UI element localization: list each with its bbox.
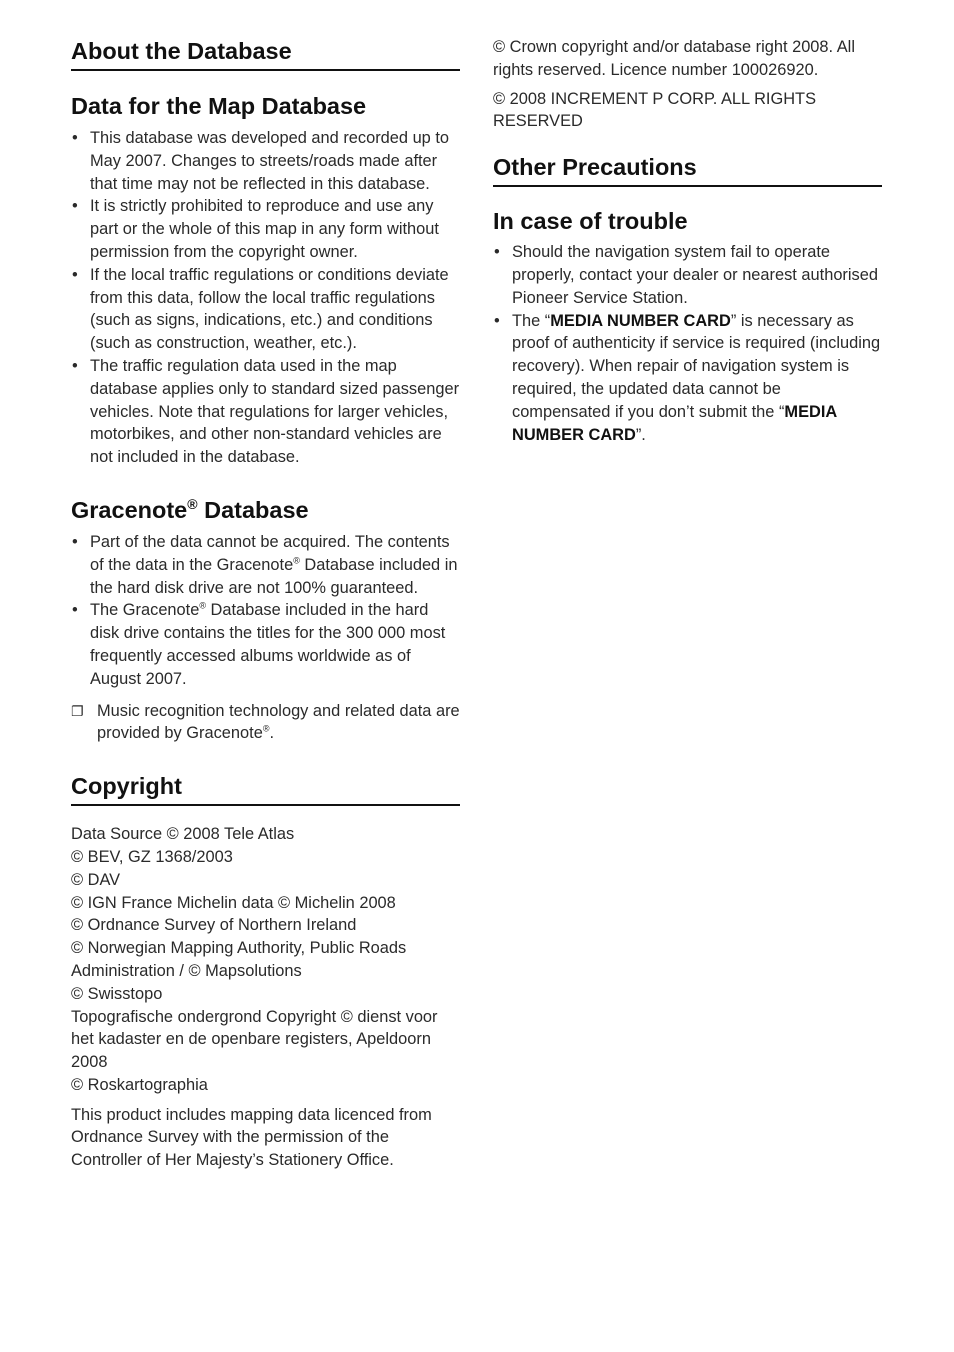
heading-in-case-of-trouble: In case of trouble: [493, 208, 688, 235]
copyright-line: © Ordnance Survey of Northern Ireland: [71, 916, 357, 935]
copyright-line: © Norwegian Mapping Authority, Public Roads Administration / © Mapsolutions: [71, 939, 407, 980]
map-database-list: [71, 127, 460, 469]
list-item: • The traffic regulation data used in the map database applies only to standard sized passenger vehicles. Note that regulations for larger vehicles, motorbikes, and other non-standard vehicles are not included in the database.: [72, 356, 460, 467]
list-item: • This database was developed and recorded up to May 2007. Changes to streets/roads made after that time may not be reflected in this database.: [72, 129, 450, 193]
right-column: [493, 36, 882, 446]
gracenote-list: [71, 531, 460, 691]
copyright-line: © DAV: [71, 870, 121, 889]
list-item: • Part of the data cannot be acquired. The contents of the data in the Gracenote® Database included in the hard disk drive are not 100% guaranteed.: [72, 532, 458, 597]
section-title-other-precautions: Other Precautions: [493, 152, 882, 187]
list-item: • Should the navigation system fail to operate properly, contact your dealer or nearest authorised Pioneer Service Station.: [494, 243, 878, 307]
increment-p-text: © 2008 INCREMENT P CORP. ALL RIGHTS RESERVED: [493, 89, 817, 131]
media-number-card-label: MEDIA NUMBER CARD: [550, 311, 731, 330]
section-title-about-database: About the Database: [71, 36, 460, 71]
ordnance-survey-paragraph: This product includes mapping data licenced from Ordnance Survey with the permission of the Controller of Her Majesty’s Stationery Office.: [71, 1105, 432, 1170]
copyright-line: Data Source © 2008 Tele Atlas: [71, 825, 295, 844]
note-gracenote: ❐ Music recognition technology and related data are provided by Gracenote®.: [71, 701, 460, 743]
list-item: • The Gracenote® Database included in the hard disk drive contains the titles for the 300 000 most frequently accessed albums worldwide as of August 2007.: [72, 600, 446, 688]
copyright-line: © Swisstopo: [71, 984, 163, 1003]
copyright-lines: [71, 823, 460, 1097]
copyright-line: © Roskartographia: [71, 1075, 208, 1094]
list-item: • The “MEDIA NUMBER CARD” is necessary as proof of authenticity if service is required (including recovery). When repair of navigation system is required, the updated data cannot be compensated if you don’t submit the “MEDIA NUMBER CARD”.: [494, 311, 881, 444]
left-column: [71, 36, 460, 1172]
copyright-line: Topografische ondergrond Copyright © dienst voor het kadaster en de openbare registers, Apeldoorn 2008: [71, 1007, 438, 1072]
checkbox-note-icon: ❐: [71, 702, 84, 719]
copyright-line: © IGN France Michelin data © Michelin 2008: [71, 893, 396, 912]
heading-gracenote-database: Gracenote® Database: [71, 496, 309, 523]
crown-copyright-text: © Crown copyright and/or database right 2008. All rights reserved. Licence number 100026920.: [493, 38, 855, 79]
section-title-copyright: Copyright: [71, 771, 460, 806]
copyright-line: © BEV, GZ 1368/2003: [71, 847, 233, 866]
list-item: • It is strictly prohibited to reproduce and use any part or the whole of this map in any form without permission from the copyright owner.: [72, 197, 439, 261]
trouble-list: [493, 241, 882, 446]
list-item: • If the local traffic regulations or conditions deviate from this data, follow the local traffic regulations (such as signs, indications, etc.) and conditions (such as construction, weather, etc.).: [72, 265, 449, 353]
media-number-card-label: MEDIA NUMBER CARD: [512, 402, 837, 444]
heading-map-database: Data for the Map Database: [71, 93, 367, 119]
